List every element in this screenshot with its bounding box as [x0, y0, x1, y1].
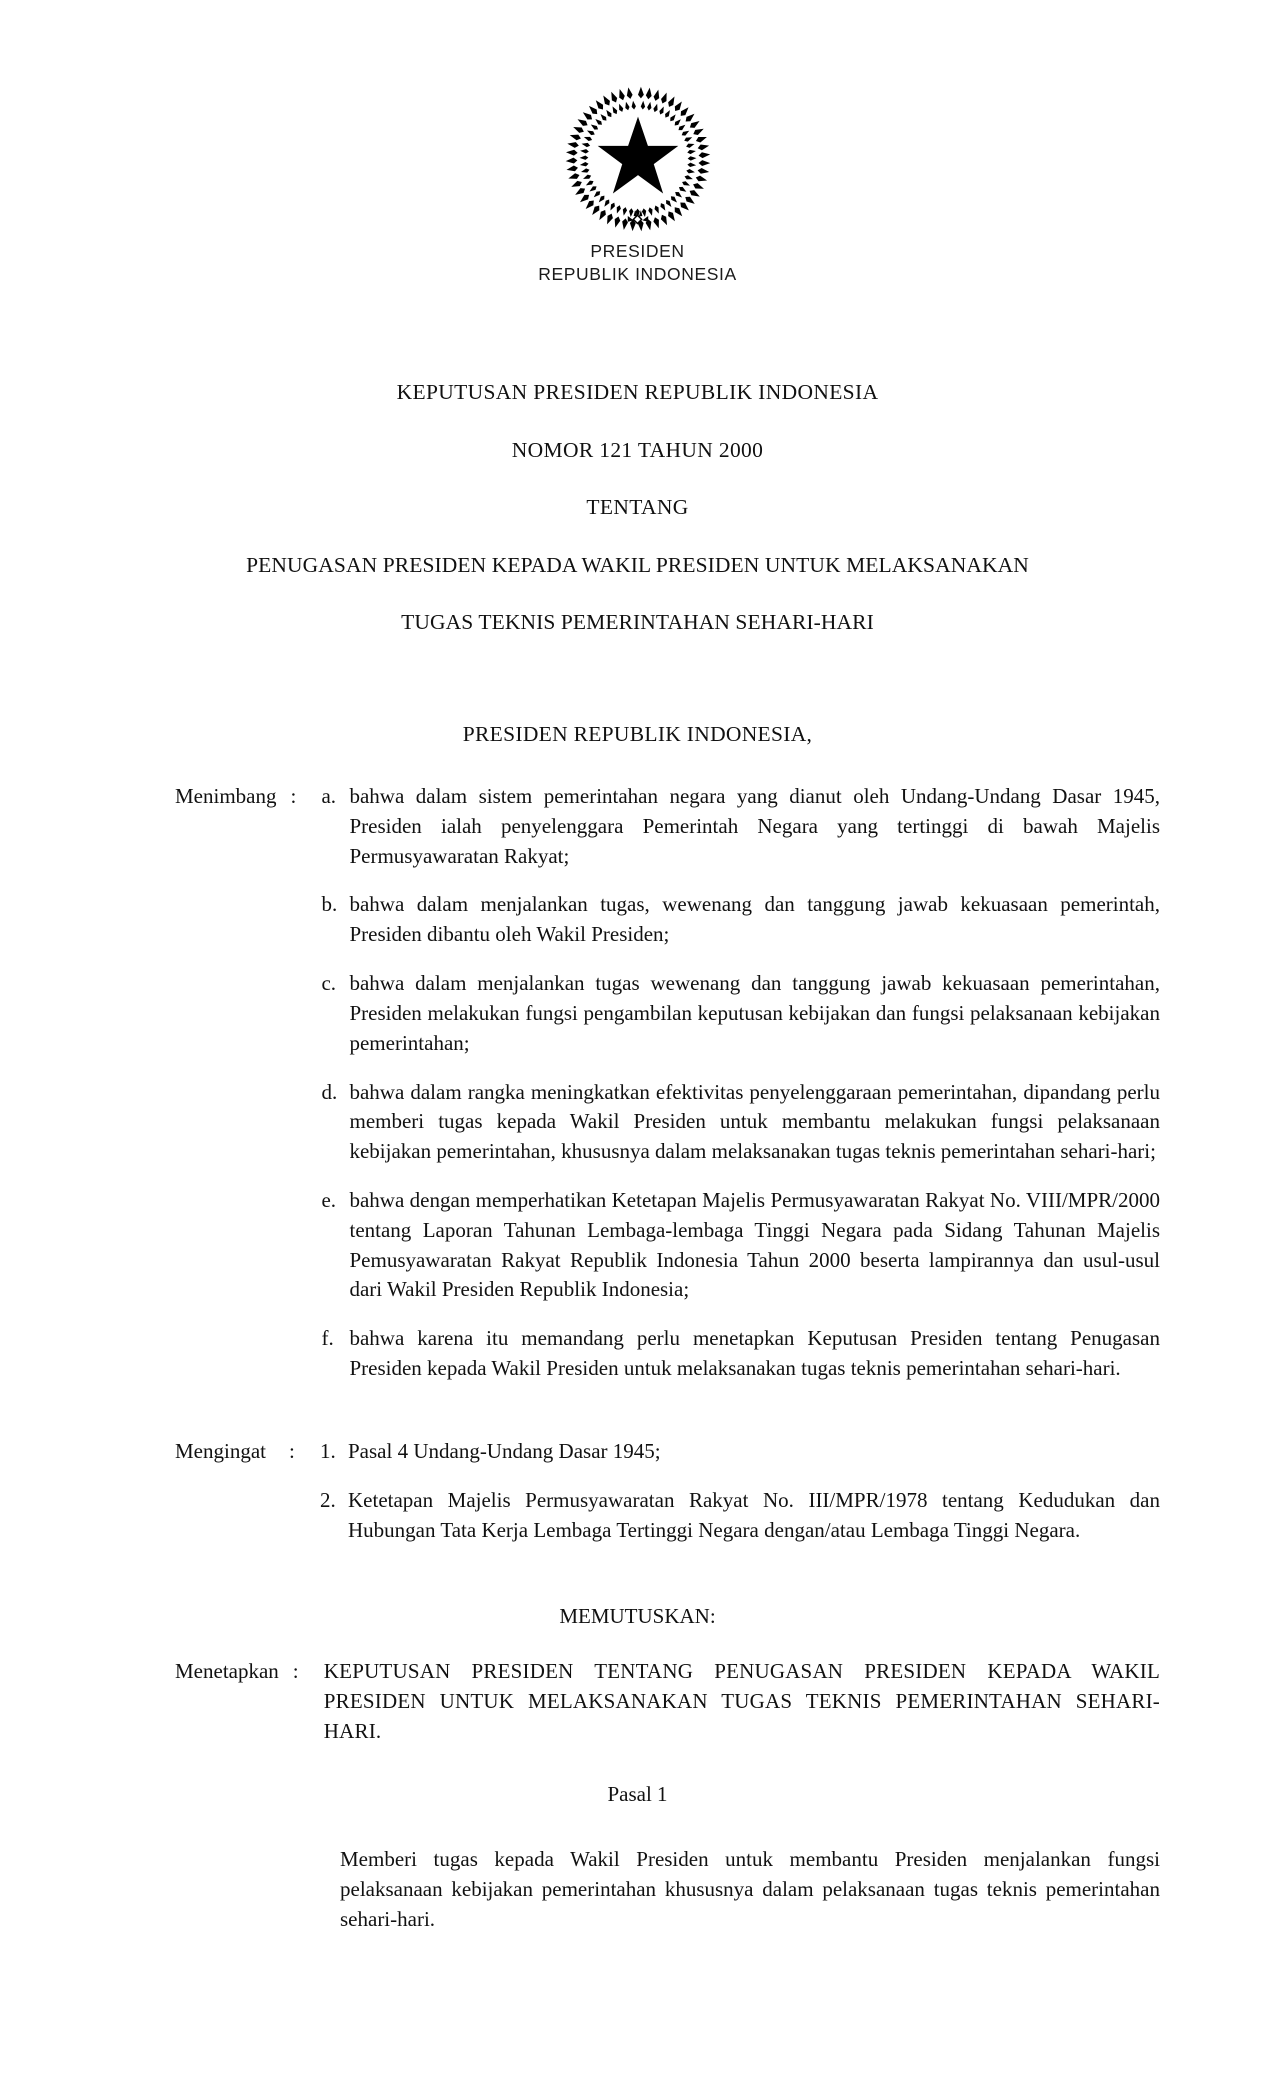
- mengingat-items: [320, 1437, 1160, 1545]
- list-item-text: bahwa dalam rangka meningkatkan efektivitas penyelenggaraan pemerintahan, dipandang perlu memberi tugas kepada Wakil Presiden untuk membantu melakukan fungsi pelaksanaan kebijakan pemerintahan, khususnya dalam melaksanakan tugas teknis pemerintahan sehari-hari;: [349, 1079, 1160, 1164]
- list-item-marker: 2.: [320, 1487, 336, 1512]
- list-item-text: bahwa karena itu memandang perlu menetapkan Keputusan Presiden tentang Penugasan Presiden kepada Wakil Presiden untuk melaksanakan tugas teknis pemerintahan sehari-hari.: [349, 1326, 1160, 1380]
- list-item-marker: c.: [321, 971, 337, 996]
- pasal-1-heading: Pasal 1: [607, 1782, 668, 1806]
- list-item-text: Ketetapan Majelis Permusyawaratan Rakyat No. III/MPR/1978 tentang Kedudukan dan Hubungan Tata Kerja Lembaga Tertinggi Negara dengan/atau Lembaga Tinggi Negara.: [348, 1487, 1160, 1542]
- list-item: [320, 1486, 1160, 1546]
- mengingat-section: [175, 1437, 1160, 1545]
- pasal-1-body: Memberi tugas kepada Wakil Presiden untuk membantu Presiden menjalankan fungsi pelaksanaan kebijakan pemerintahan khususnya dalam pelaksanaan tugas teknis pemerintahan sehari-hari.: [340, 1847, 1160, 1931]
- issuer-line: PRESIDEN REPUBLIK INDONESIA,: [462, 722, 813, 746]
- letterhead: [0, 86, 1275, 286]
- list-item-text: Pasal 4 Undang-Undang Dasar 1945;: [348, 1439, 661, 1463]
- list-item-marker: b.: [321, 892, 338, 917]
- list-item: [321, 1324, 1160, 1384]
- list-item: [321, 1078, 1160, 1167]
- menetapkan-label: Menetapkan: [175, 1659, 279, 1683]
- menimbang-section: [175, 782, 1160, 1384]
- indonesian-presidential-seal-icon: [554, 86, 722, 232]
- document-subject-line-2: TUGAS TEKNIS PEMERINTAHAN SEHARI-HARI: [401, 610, 874, 634]
- list-item-marker: 1.: [320, 1439, 336, 1463]
- menetapkan-colon: :: [292, 1659, 299, 1683]
- menetapkan-text: KEPUTUSAN PRESIDEN TENTANG PENUGASAN PRESIDEN KEPADA WAKIL PRESIDEN UNTUK MELAKSANAKAN TUGAS TEKNIS PEMERINTAHAN SEHARI-HARI.: [323, 1659, 1160, 1743]
- document-number: NOMOR 121 TAHUN 2000: [511, 437, 764, 462]
- list-item: [321, 1186, 1160, 1305]
- list-item: [320, 1437, 1160, 1467]
- list-item: [321, 782, 1160, 871]
- mengingat-colon: :: [289, 1439, 295, 1463]
- document-title: KEPUTUSAN PRESIDEN REPUBLIK INDONESIA: [396, 380, 879, 404]
- menimbang-items: [321, 782, 1160, 1384]
- menimbang-row: [175, 782, 1160, 1384]
- list-item-text: bahwa dalam menjalankan tugas, wewenang dan tanggung jawab kekuasaan pemerintah, Presiden dibantu oleh Wakil Presiden;: [349, 892, 1160, 947]
- list-item-text: bahwa dalam menjalankan tugas wewenang dan tanggung jawab kekuasaan pemerintahan, Presiden melakukan fungsi pengambilan keputusan kebijakan dan fungsi pelaksanaan kebijakan pemerintahan;: [349, 971, 1160, 1055]
- title-block: [90, 382, 1185, 634]
- menimbang-label: Menimbang: [175, 784, 277, 808]
- about-label: TENTANG: [586, 495, 689, 519]
- list-item-text: bahwa dalam sistem pemerintahan negara yang dianut oleh Undang-Undang Dasar 1945, Presiden ialah penyelenggara Pemerintah Negara yang tertinggi di bawah Majelis Permusyawaratan Rakyat;: [349, 784, 1160, 868]
- menetapkan-row: [175, 1657, 1160, 1746]
- menimbang-colon: :: [290, 784, 297, 808]
- mengingat-label: Mengingat: [175, 1439, 266, 1463]
- list-item-marker: d.: [321, 1079, 338, 1104]
- list-item-marker: e.: [321, 1187, 337, 1212]
- document-subject-line-1: PENUGASAN PRESIDEN KEPADA WAKIL PRESIDEN UNTUK MELAKSANAKAN: [246, 552, 1029, 577]
- letterhead-caption: [0, 240, 1275, 286]
- menetapkan-section: [175, 1657, 1160, 1746]
- list-item: [321, 969, 1160, 1058]
- mengingat-row: [175, 1437, 1160, 1545]
- letterhead-caption-line-2: REPUBLIK INDONESIA: [538, 263, 737, 284]
- list-item: [321, 890, 1160, 950]
- list-item-marker: a.: [321, 784, 337, 808]
- list-item-marker: f.: [321, 1326, 334, 1351]
- memutuskan-heading: MEMUTUSKAN:: [559, 1604, 716, 1628]
- list-item-text: bahwa dengan memperhatikan Ketetapan Majelis Permusyawaratan Rakyat No. VIII/MPR/2000 tentang Laporan Tahunan Lembaga-lembaga Tinggi Negara pada Sidang Tahunan Majelis Pemusyawaratan Rakyat Republik Indonesia Tahun 2000 beserta lampirannya dan usul-usul dari Wakil Presiden Republik Indonesia;: [349, 1187, 1160, 1302]
- letterhead-caption-line-1: PRESIDEN: [590, 241, 685, 261]
